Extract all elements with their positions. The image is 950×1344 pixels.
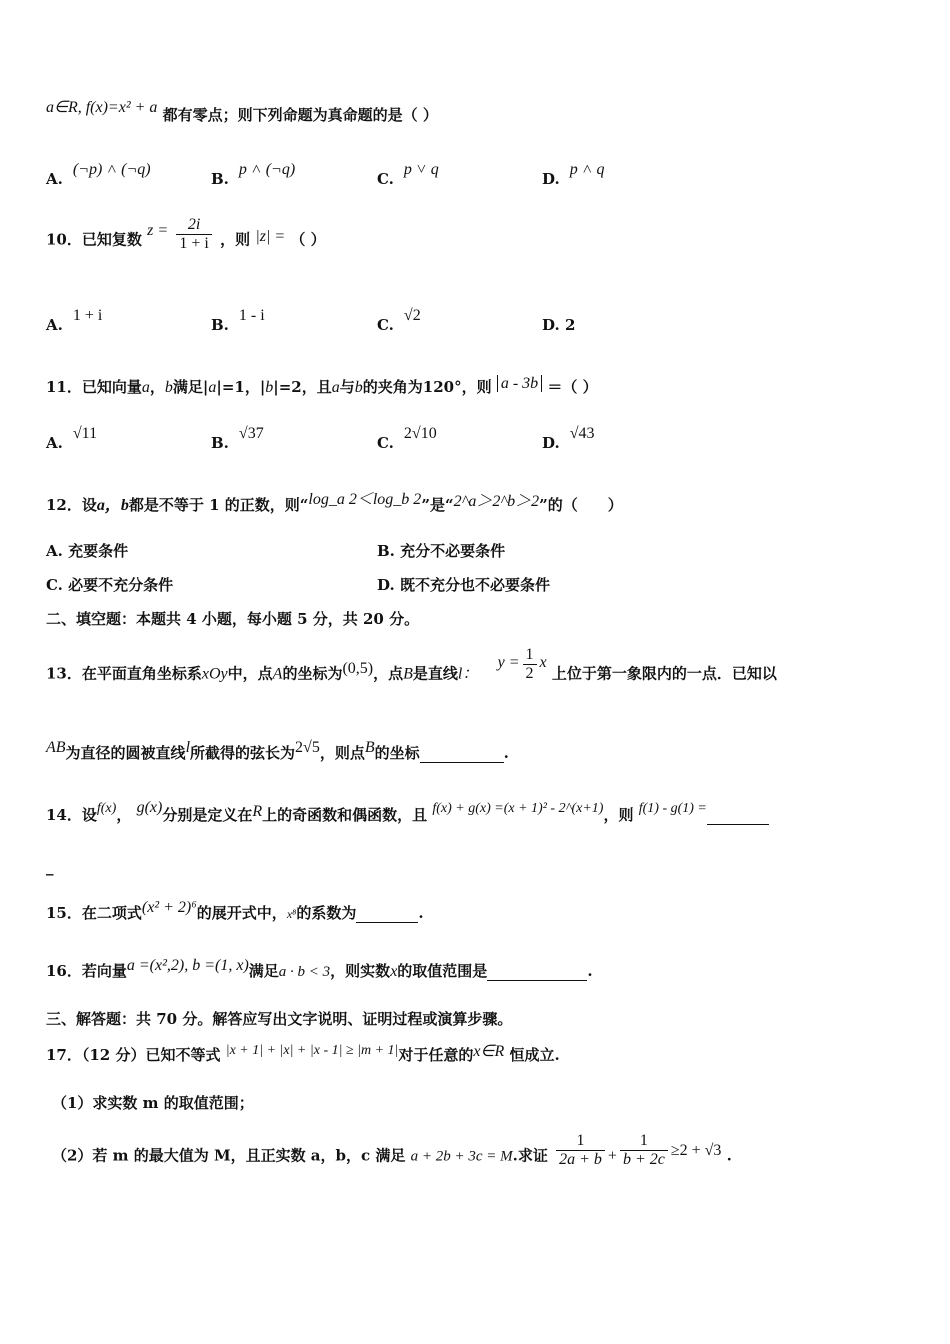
q17-part-1: （1）求实数 m 的取值范围； — [52, 1094, 254, 1112]
q13-point-b: B — [403, 665, 413, 683]
option-value: 1 - i — [238, 307, 265, 324]
q12-option-c[interactable] — [46, 574, 173, 595]
q13-fraction — [523, 646, 537, 683]
option-value: 2√10 — [403, 425, 437, 442]
option-label: C. — [46, 576, 63, 594]
q11-option-a[interactable] — [46, 425, 98, 453]
option-value: √43 — [569, 425, 595, 442]
option-value: (¬p) ˄ (¬q) — [72, 161, 151, 178]
question-15 — [46, 899, 424, 923]
vector-b: b — [354, 379, 363, 396]
q12-text: ”的（ ） — [539, 496, 623, 514]
option-value: √11 — [72, 425, 98, 442]
question-13 — [46, 646, 777, 693]
q9-option-c[interactable] — [377, 161, 439, 189]
q13-text: 的坐标为 — [282, 664, 343, 683]
q10-absz: |z| = — [255, 227, 286, 245]
q13-chord: 2√5 — [295, 739, 320, 756]
q10-fraction — [176, 216, 211, 253]
q17-end: . — [726, 1146, 732, 1165]
q13-answer-blank[interactable] — [420, 744, 504, 763]
fraction-numerator: 2i — [176, 216, 211, 235]
option-label: A. — [46, 542, 63, 560]
option-label: A. — [46, 170, 63, 188]
q14-text: 14．设 — [46, 806, 97, 824]
q15-text: 的展开式中， — [196, 904, 287, 922]
q13-text: 是直线 — [412, 664, 458, 683]
q16-condition: a · b < 3 — [278, 964, 331, 980]
q13-text: 中，点 — [227, 664, 273, 683]
q11-text: 的夹角为120°，则 — [362, 378, 492, 396]
q17-text: 对于任意的 — [398, 1046, 474, 1064]
q14-f: f(x) — [96, 801, 117, 816]
vector-a: a — [141, 379, 150, 396]
q14-text: 上的奇函数和偶函数，且 — [262, 806, 428, 824]
fraction-numerator: 1 — [620, 1132, 668, 1151]
option-label: D. — [377, 576, 395, 594]
option-label: D. — [542, 434, 560, 452]
fraction-denominator: 1 + i — [179, 235, 209, 252]
q17-text: 17．（12 分）已知不等式 — [46, 1046, 221, 1064]
q15-term: x⁸ — [286, 907, 297, 921]
q13-text: 的坐标 — [374, 744, 420, 762]
option-value: 1 + i — [72, 307, 103, 324]
q17-part-2 — [52, 1132, 732, 1175]
q13-point-b: B — [364, 739, 375, 756]
option-label: D. — [542, 316, 560, 334]
option-label: A. — [46, 316, 63, 334]
q11-option-d[interactable] — [542, 425, 595, 453]
q13-text: 13．在平面直角坐标系 — [46, 664, 202, 683]
q17-part2-text: .求证 — [512, 1146, 548, 1165]
fraction-denominator: b + 2c — [622, 1151, 665, 1168]
q13-text: 上位于第一象限内的一点．已知以 — [551, 664, 777, 683]
q16-vectors: a =(x²,2), b =(1, x) — [126, 957, 249, 974]
q9-option-a[interactable] — [46, 161, 151, 189]
q10-option-b[interactable] — [211, 307, 265, 335]
question-11 — [46, 376, 598, 397]
q15-text: 15．在二项式 — [46, 904, 142, 922]
question-12 — [46, 492, 623, 515]
q15-expression: (x² + 2)⁶ — [141, 899, 197, 916]
q17-fraction-2 — [620, 1132, 668, 1169]
q13-text: 为直径的圆被直线 — [65, 744, 186, 762]
q13-xoy: xOy — [201, 665, 228, 683]
q17-part2-text: （2）若 m 的最大值为 M，且正实数 a，b，c 满足 — [52, 1146, 406, 1165]
option-value: p ˄ (¬q) — [238, 161, 296, 178]
q17-inequality: |x + 1| + |x| + |x - 1| ≥ |m + 1| — [225, 1043, 399, 1058]
option-value: p ˅ q — [403, 161, 439, 178]
q13-text: ，则点 — [319, 744, 365, 762]
q13-line-l: l — [185, 739, 191, 756]
option-value: √37 — [238, 425, 264, 442]
q15-answer-blank[interactable] — [356, 904, 418, 923]
q11-sep: ， — [149, 378, 165, 396]
q11-text: 满足| — [172, 378, 209, 396]
question-14 — [46, 799, 769, 825]
q12-option-d[interactable] — [377, 574, 550, 595]
q17-fraction-1 — [556, 1132, 605, 1169]
q14-text: ，则 — [603, 806, 634, 824]
q12-condition-2: 2^a＞2^b＞2 — [453, 493, 540, 510]
fraction-denominator: 2 — [525, 665, 534, 682]
q14-text: 分别是定义在 — [162, 806, 253, 824]
q13-line-l: l： — [457, 665, 479, 683]
q10-option-a[interactable] — [46, 307, 103, 335]
fraction-denominator: 2a + b — [559, 1151, 602, 1168]
q9-premise — [46, 99, 438, 125]
option-label: C. — [377, 434, 394, 452]
q12-text: 12．设 — [46, 496, 97, 514]
vector-a: a — [331, 379, 340, 396]
q14-cont: _ — [46, 858, 54, 876]
q16-text: 16．若向量 — [46, 962, 127, 980]
q11-tail: ＝（ ） — [547, 378, 598, 396]
q11-text: |=1，| — [216, 378, 266, 396]
option-value: 2 — [564, 316, 576, 334]
q17-condition: a + 2b + 3c = M — [410, 1148, 513, 1165]
option-label: A. — [46, 434, 63, 452]
q16-text: 满足 — [248, 962, 279, 980]
q16-x: x — [390, 963, 398, 980]
option-value: 既不充分也不必要条件 — [399, 576, 550, 594]
plus-sign: + — [607, 1147, 617, 1165]
q11-option-c[interactable] — [377, 425, 437, 453]
option-label: B. — [211, 316, 229, 334]
q13-text: ，点 — [373, 664, 404, 683]
q13-y: y = — [497, 653, 520, 671]
q16-answer-blank[interactable] — [487, 962, 587, 981]
q10-option-d[interactable] — [542, 316, 575, 334]
q17-domain: x∈R — [473, 1043, 505, 1060]
q13-text: 所截得的弦长为 — [190, 744, 296, 762]
q14-sep: ， — [116, 806, 132, 824]
option-value: 必要不充分条件 — [68, 576, 174, 594]
q17-text: 恒成立. — [509, 1046, 560, 1064]
q11-text: 11．已知向量 — [46, 378, 142, 396]
q11-text: |=2，且 — [273, 378, 332, 396]
q12-condition-1: log_a 2＜log_b 2 — [308, 491, 422, 508]
option-value: 充分不必要条件 — [400, 542, 506, 560]
q16-end: . — [587, 962, 593, 980]
section-2-heading: 二、填空题：本题共 4 小题，每小题 5 分，共 20 分。 — [46, 610, 420, 628]
q9-option-b[interactable] — [211, 161, 296, 189]
vector-b: b — [265, 379, 274, 396]
q11-option-b[interactable] — [211, 425, 264, 453]
q10-z: z = — [147, 221, 169, 239]
q14-answer-blank[interactable] — [707, 806, 769, 825]
q10-tail: （ ） — [290, 230, 326, 249]
q15-end: . — [418, 904, 424, 922]
question-16 — [46, 957, 593, 981]
q13-end: . — [503, 744, 509, 762]
fraction-numerator: 1 — [523, 646, 537, 665]
section-3-heading: 三、解答题：共 70 分。解答应写出文字说明、证明过程或演算步骤。 — [46, 1010, 513, 1028]
q17-rhs: ≥2 + √3 — [670, 1141, 722, 1159]
option-value: √2 — [403, 307, 421, 324]
q16-text: ，则实数 — [330, 962, 391, 980]
q10-option-c[interactable] — [377, 307, 421, 335]
option-label: B. — [211, 170, 229, 188]
q12-text: 都是不等于 1 的正数，则“ — [128, 496, 309, 514]
q13-point-a: A — [272, 665, 283, 683]
option-value: 充要条件 — [68, 542, 129, 560]
option-label: C. — [377, 316, 394, 334]
q9-premise-text: 都有零点；则下列命题为真命题的是（ ） — [162, 106, 438, 124]
option-label: B. — [211, 434, 229, 452]
q12-text: ”是“ — [421, 496, 454, 514]
fraction-numerator: 1 — [556, 1132, 605, 1151]
q14-g: g(x) — [136, 799, 163, 816]
q9-premise-math: a∈R, f(x)=x² + a — [46, 99, 158, 116]
q12-option-a[interactable] — [46, 540, 128, 561]
question-13-cont — [46, 739, 509, 763]
option-label: C. — [377, 170, 394, 188]
q16-text: 的取值范围是 — [397, 962, 488, 980]
vector-a: a — [208, 379, 217, 396]
q14-ask: f(1) - g(1) = — [638, 801, 707, 816]
q15-text: 的系数为 — [296, 904, 357, 922]
q9-option-d[interactable] — [542, 161, 605, 189]
q10-mid: ，则 — [220, 230, 251, 249]
q11-expression: a - 3b — [497, 375, 542, 392]
q13-ab: AB — [46, 739, 66, 756]
q12-vars: a，b — [96, 497, 129, 514]
q12-option-b[interactable] — [377, 540, 505, 561]
question-10 — [46, 216, 326, 259]
option-label: B. — [377, 542, 395, 560]
q10-prefix: 10．已知复数 — [46, 230, 142, 249]
q13-x: x — [539, 653, 547, 671]
q14-r: R — [252, 803, 263, 820]
question-17 — [46, 1044, 560, 1065]
vector-b: b — [164, 379, 173, 396]
option-label: D. — [542, 170, 560, 188]
q14-equation: f(x) + g(x) =(x + 1)² - 2^(x+1) — [432, 801, 604, 816]
option-value: p ˄ q — [569, 161, 605, 178]
q11-text: 与 — [339, 378, 355, 396]
q13-coord: (0,5) — [342, 659, 374, 677]
